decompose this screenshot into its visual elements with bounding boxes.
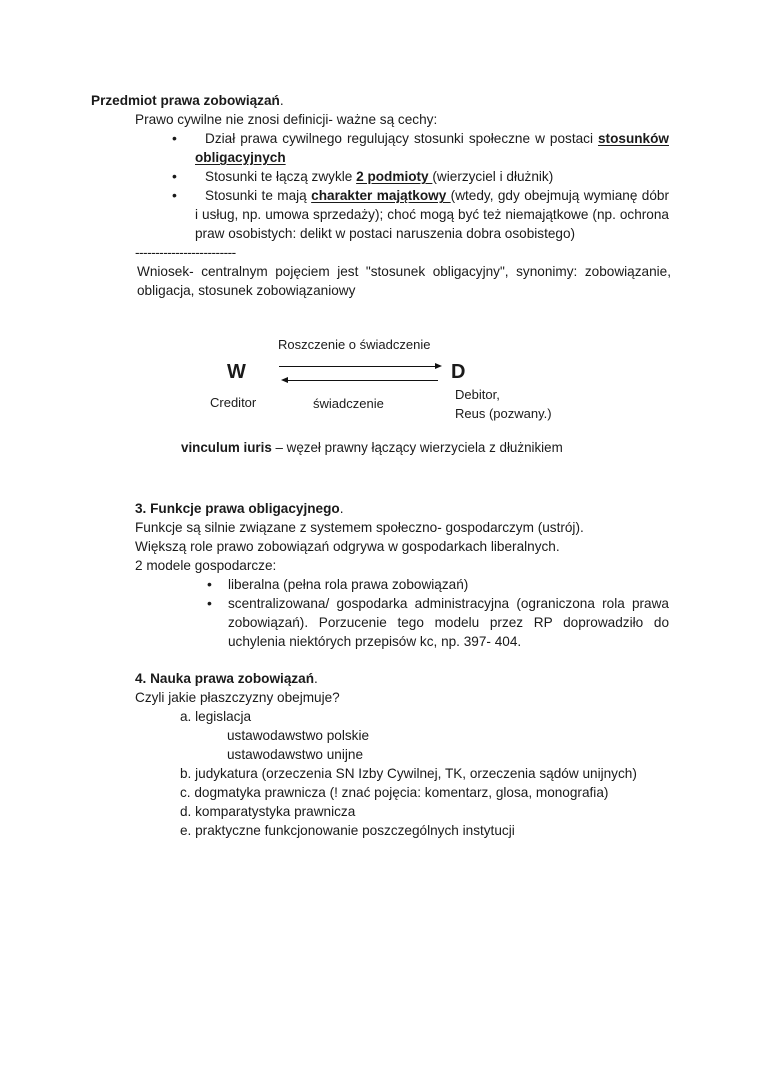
section-3-title: 3. Funkcje prawa obligacyjnego	[135, 501, 340, 516]
section-1-bullet-2: Stosunki te łączą zwykle 2 podmioty (wierzyciel i dłużnik)	[205, 169, 554, 184]
section-3-bullet-2: scentralizowana/ gospodarka administracyjna (ograniczona rola prawa zobowiązań). Porzucenie tego modelu przez RP doprowadziło do uchylenia niektórych przepisów kc, np. 397- 404.	[228, 596, 669, 649]
section-4-heading: 4. Nauka prawa zobowiązań.	[135, 671, 318, 686]
debtor-letter: D	[451, 361, 466, 383]
section-1-title: Przedmiot prawa zobowiązań	[91, 93, 280, 108]
bullet-icon: •	[207, 576, 212, 592]
list-item-b: b. judykatura (orzeczenia SN Izby Cywilnej, TK, orzeczenia sądów unijnych)	[180, 766, 637, 781]
list-subitem: ustawodawstwo unijne	[227, 747, 364, 762]
section-3-line-2: Większą role prawo zobowiązań odgrywa w gospodarkach liberalnych.	[135, 539, 560, 554]
section-3-heading: 3. Funkcje prawa obligacyjnego.	[135, 501, 344, 516]
top-arrow-label: Roszczenie o świadczenie	[278, 337, 431, 352]
section-1-conclusion: Wniosek- centralnym pojęciem jest "stosunek obligacyjny", synonimy: zobowiązanie, obligacja, stosunek zobowiązaniowy	[137, 264, 671, 298]
separator-line: -------------------------	[135, 245, 236, 260]
section-4-question: Czyli jakie płaszczyzny obejmuje?	[135, 690, 340, 705]
bullet-icon: •	[172, 130, 177, 146]
section-1-intro: Prawo cywilne nie znosi definicji- ważne są cechy:	[135, 112, 438, 127]
creditor-caption: Creditor	[210, 395, 257, 410]
debtor-caption-2: Reus (pozwany.)	[455, 406, 552, 421]
bullet-icon: •	[207, 595, 212, 611]
list-item-d: d. komparatystyka prawnicza	[180, 804, 356, 819]
creditor-letter: W	[227, 361, 246, 383]
bottom-arrow-label: świadczenie	[313, 396, 384, 411]
vinculum-iuris-definition: vinculum iuris – węzeł prawny łączący wierzyciela z dłużnikiem	[181, 440, 563, 455]
list-subitem: ustawodawstwo polskie	[227, 728, 370, 743]
bullet-icon: •	[172, 187, 177, 203]
section-3-bullet-1: liberalna (pełna rola prawa zobowiązań)	[228, 577, 469, 592]
section-4-title: 4. Nauka prawa zobowiązań	[135, 671, 315, 686]
section-1-bullet-3: Stosunki te mają charakter majątkowy (wtedy, gdy obejmują wymianę dóbr i usług, np. umowa sprzedaży); choć mogą być też niemajątkowe (np. ochrona praw osobistych: delikt w postaci naruszenia dobra osobistego)	[195, 188, 669, 241]
section-3-line-3: 2 modele gospodarcze:	[135, 558, 277, 573]
list-item-a: a. legislacja	[180, 709, 252, 724]
list-item-e: e. praktyczne funkcjonowanie poszczególnych instytucji	[180, 823, 515, 838]
section-1-heading: Przedmiot prawa zobowiązań.	[91, 93, 284, 108]
section-3-line-1: Funkcje są silnie związane z systemem społeczno- gospodarczym (ustrój).	[135, 520, 584, 535]
bullet-icon: •	[172, 168, 177, 184]
debtor-caption-1: Debitor,	[455, 387, 500, 402]
section-1-bullet-1: Dział prawa cywilnego regulujący stosunki społeczne w postaci stosunków obligacyjnych	[195, 131, 669, 165]
list-item-c: c. dogmatyka prawnicza (! znać pojęcia: komentarz, glosa, monografia)	[180, 785, 609, 800]
vinculum-term: vinculum iuris	[181, 440, 272, 455]
